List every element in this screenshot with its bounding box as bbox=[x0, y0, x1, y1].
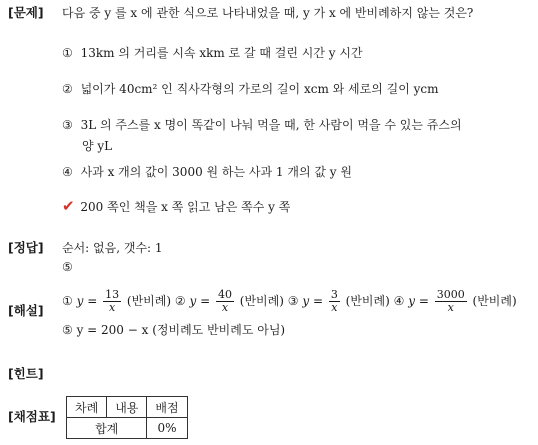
fraction: $\frac{40}{x}$ bbox=[217, 288, 232, 314]
option-4[interactable] bbox=[62, 163, 352, 180]
expl-4: ④ y = $\frac{3000}{x}$ (반비례) bbox=[393, 288, 517, 314]
fraction: $\frac{3000}{x}$ bbox=[436, 288, 465, 314]
option-5[interactable] bbox=[62, 197, 290, 215]
question-text: 다음 중 y 를 x 에 관한 식으로 나타내었을 때, y 가 x 에 반비례하지 않는 것은? bbox=[62, 6, 474, 20]
rubric-header-content: 내용 bbox=[107, 397, 147, 418]
rubric-table bbox=[66, 396, 188, 439]
expl-2: ② y = $\frac{40}{x}$ (반비례) bbox=[174, 288, 284, 314]
option-2-text: 넓이가 40cm² 인 직사각형의 가로의 길이 xcm 와 세로의 길이 ycm bbox=[80, 82, 439, 96]
hint-label: [힌트] bbox=[8, 366, 44, 381]
rubric-total-value: 0% bbox=[147, 418, 187, 439]
answer-label: [정답] bbox=[8, 240, 44, 255]
option-4-text: 사과 x 개의 값이 3000 원 하는 사과 1 개의 값 y 원 bbox=[80, 165, 352, 179]
answer-summary: 순서: 없음, 갯수: 1 bbox=[62, 241, 163, 255]
checkmark-icon: ✔ bbox=[62, 197, 75, 215]
expl-3: ③ y = $\frac{3}{x}$ (반비례) bbox=[287, 288, 390, 314]
explanation-line1 bbox=[62, 289, 517, 314]
expl-1: ① y = $\frac{13}{x}$ (반비례) bbox=[62, 288, 172, 314]
option-1-number: ① bbox=[62, 46, 73, 60]
option-3-text-line1: 3L 의 주스를 x 명이 똑같이 나눠 먹을 때, 한 사람이 먹을 수 있는 쥬스의 bbox=[80, 118, 462, 132]
fraction: $\frac{13}{x}$ bbox=[105, 288, 120, 314]
option-4-number: ④ bbox=[62, 165, 73, 179]
rubric-header-row bbox=[67, 397, 188, 418]
explanation-line2: ⑤ y = 200 − x (정비례도 반비례도 아님) bbox=[62, 323, 286, 337]
answer-choice: ⑤ bbox=[62, 260, 73, 274]
option-2[interactable] bbox=[62, 80, 439, 97]
option-5-text: 200 쪽인 책을 x 쪽 읽고 남은 쪽수 y 쪽 bbox=[80, 200, 291, 214]
option-3[interactable] bbox=[62, 116, 462, 133]
rubric-total-label: 합계 bbox=[67, 418, 147, 439]
option-1-text: 13km 의 거리를 시속 xkm 로 갈 때 걸린 시간 y 시간 bbox=[80, 46, 363, 60]
rubric-total-row bbox=[67, 418, 188, 439]
option-2-number: ② bbox=[62, 82, 73, 96]
option-1[interactable] bbox=[62, 44, 363, 61]
problem-label: [문제] bbox=[8, 5, 44, 20]
fraction: $\frac{3}{x}$ bbox=[330, 288, 338, 314]
explanation-label: [해설] bbox=[8, 303, 44, 318]
rubric-label: [채점표] bbox=[8, 409, 56, 424]
option-3-text-line2: 양 yL bbox=[82, 139, 113, 153]
rubric-header-order: 차례 bbox=[67, 397, 107, 418]
rubric-header-points: 배점 bbox=[147, 397, 187, 418]
option-3-number: ③ bbox=[62, 118, 73, 132]
